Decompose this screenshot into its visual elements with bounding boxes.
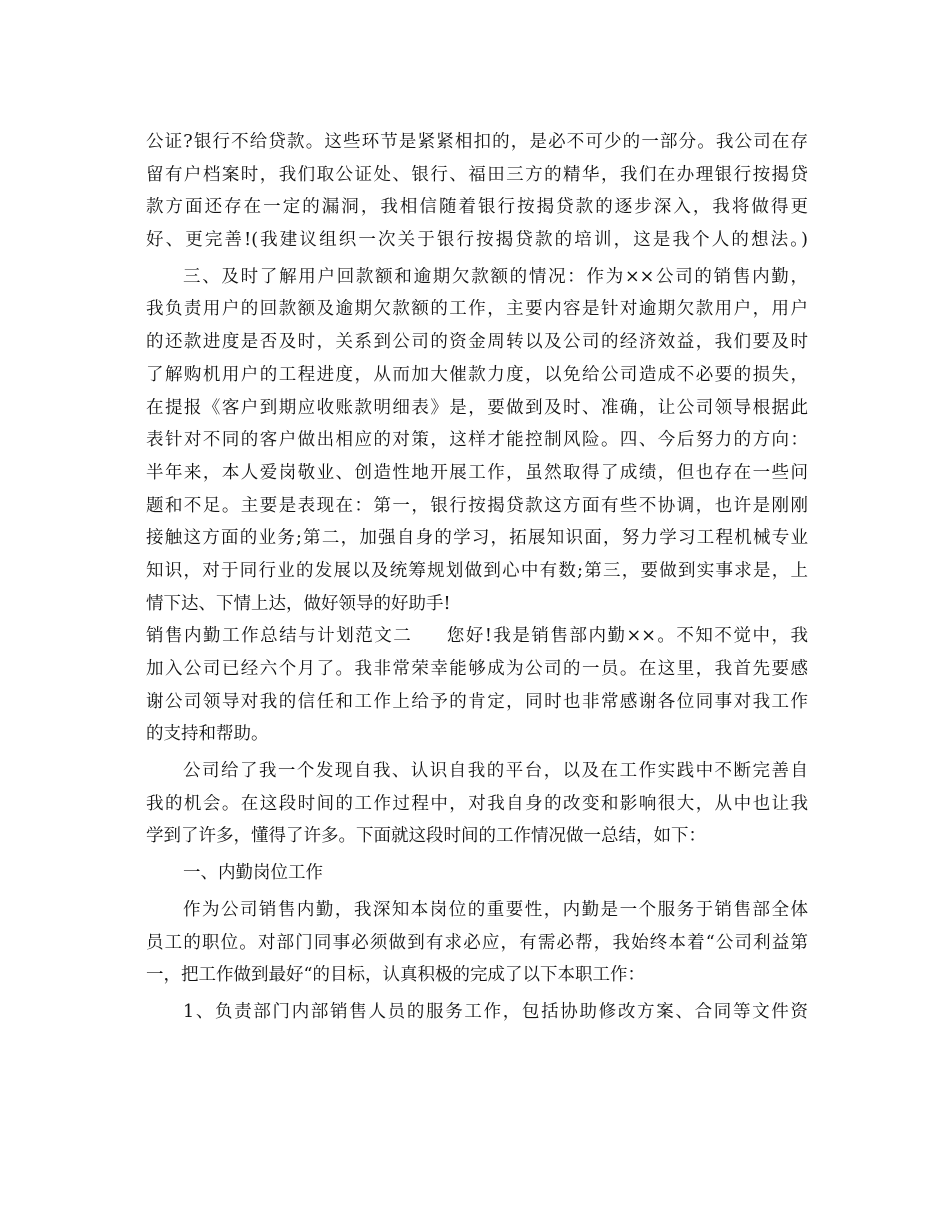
body-line: 在提报《客户到期应收账款明细表》是，要做到及时、准确，让公司领导根据此 [146, 397, 808, 418]
body-line: 情下达、下情上达，做好领导的好助手! [146, 593, 451, 614]
body-line: 的支持和帮助。 [146, 724, 269, 745]
body-line: 了解购机用户的工程进度，从而加大催款力度，以免给公司造成不必要的损失， [146, 364, 808, 385]
body-line: 一，把工作做到最好“的目标，认真积极的完成了以下本职工作： [146, 965, 645, 986]
body-line: 三、及时了解用户回款额和逾期欠款额的情况：作为××公司的销售内勤， [183, 266, 808, 287]
subheading: 一、内勤岗位工作 [183, 863, 323, 884]
document-body [146, 126, 808, 1029]
body-line: 款方面还存在一定的漏洞，我相信随着银行按揭贷款的逐步深入，我将做得更 [146, 197, 808, 218]
body-line: 知识，对于同行业的发展以及统筹规划做到心中有数;第三，要做到实事求是，上 [146, 560, 808, 581]
body-line: 接触这方面的业务;第二，加强自身的学习，拓展知识面，努力学习工程机械专业 [146, 528, 808, 549]
body-line: 公证?银行不给贷款。这些环节是紧紧相扣的，是必不可少的一部分。我公司在存 [146, 132, 808, 152]
body-line: 好、更完善!(我建议组织一次关于银行按揭贷款的培训，这是我个人的想法。) [146, 230, 808, 251]
body-line: 作为公司销售内勤，我深知本岗位的重要性，内勤是一个服务于销售部全体 [183, 899, 808, 920]
section-heading-row [146, 620, 808, 653]
body-line: 员工的职位。对部门同事必须做到有求必应，有需必帮，我始终本着“公司利益第 [146, 932, 808, 953]
body-line: 我的机会。在这段时间的工作过程中，对我自身的改变和影响很大，从中也让我 [146, 793, 808, 814]
body-line: 公司给了我一个发现自我、认识自我的平台，以及在工作实践中不断完善自 [183, 761, 808, 782]
body-line: 学到了许多，懂得了许多。下面就这段时间的工作情况做一总结，如下： [146, 826, 706, 847]
body-line: 您好!我是销售部内勤××。不知不觉中，我 [445, 626, 808, 647]
body-line: 加入公司已经六个月了。我非常荣幸能够成为公司的一员。在这里，我首先要感 [146, 659, 808, 679]
body-line: 我负责用户的回款额及逾期欠款额的工作，主要内容是针对逾期欠款用户，用户 [146, 299, 808, 320]
body-line: 留有户档案时，我们取公证处、银行、福田三方的精华，我们在办理银行按揭贷 [146, 164, 808, 185]
body-line: 半年来，本人爱岗敬业、创造性地开展工作，虽然取得了成绩，但也存在一些问 [146, 462, 808, 483]
body-line: 的还款进度是否及时，关系到公司的资金周转以及公司的经济效益，我们要及时 [146, 332, 808, 353]
section-title: 销售内勤工作总结与计划范文二 [146, 626, 413, 647]
body-line: 表针对不同的客户做出相应的对策，这样才能控制风险。四、今后努力的方向： [146, 430, 808, 451]
body-line: 题和不足。主要是表现在：第一，银行按揭贷款这方面有些不协调，也许是刚刚 [146, 495, 808, 516]
body-line: 谢公司领导对我的信任和工作上给予的肯定，同时也非常感谢各位同事对我工作 [146, 691, 808, 712]
body-line: 1、负责部门内部销售人员的服务工作，包括协助修改方案、合同等文件资 [183, 1001, 808, 1022]
